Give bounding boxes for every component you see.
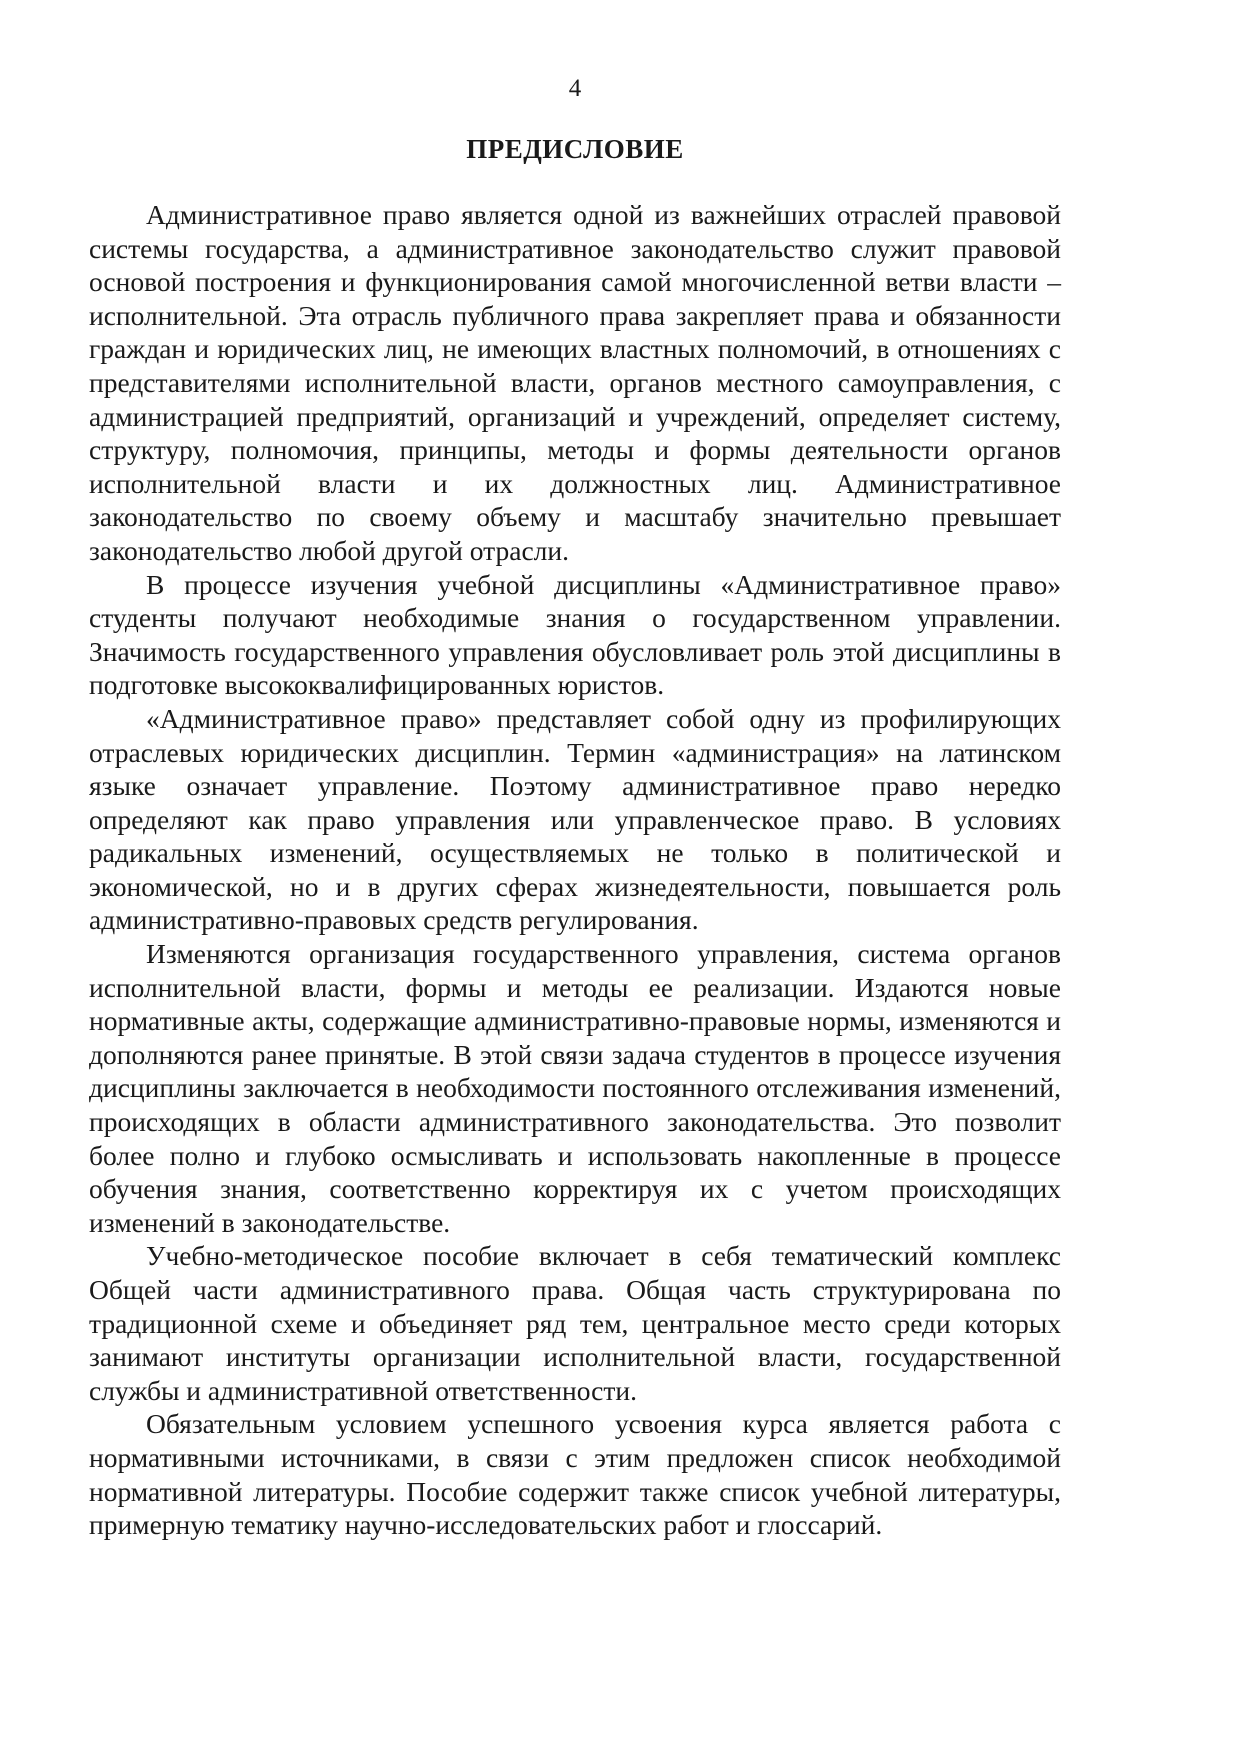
paragraph-3: «Административное право» представляет собой одну из профилирующих отраслевых юридических дисциплин. Термин «администрация» на латинском языке означает управление. Поэтому административное право нередко определяют как право управления или управленческое право. В условиях радикальных изменений, осуществляемых не только в политической и экономической, но и в других сферах жизнедеятельности, повышается роль административно-правовых средств регулирования. [89,702,1061,936]
paragraph-4: Изменяются организация государственного управления, система органов исполнительной власти, формы и методы ее реализации. Издаются новые нормативные акты, содержащие административно-правовые нормы, изменяются и дополняются ранее принятые. В этой связи задача студентов в процессе изучения дисциплины заключается в необходимости постоянного отслеживания изменений, происходящих в области административного законодательства. Это позволит более полно и глубоко осмысливать и использовать накопленные в процессе обучения знания, соответственно корректируя их с учетом происходящих изменений в законодательстве. [89,938,1061,1238]
page-title: ПРЕДИСЛОВИЕ [466,134,684,164]
paragraph-5: Учебно-методическое пособие включает в себя тематический комплекс Общей части административного права. Общая часть структурирована по традиционной схеме и объединяет ряд тем, центральное место среди которых занимают институты организации исполнительной власти, государственной службы и административной ответственности. [89,1240,1061,1406]
page-number: 4 [568,75,582,102]
document-body [89,198,1061,1542]
paragraph-1: Административное право является одной из важнейших отраслей правовой системы государства, а административное законодательство служит правовой основой построения и функционирования самой многочисленной ветви власти – исполнительной. Эта отрасль публичного права закрепляет права и обязанности граждан и юридических лиц, не имеющих властных полномочий, в отношениях с представителями исполнительной власти, органов местного самоуправления, с администрацией предприятий, организаций и учреждений, определяет систему, структуру, полномочия, принципы, методы и формы деятельности органов исполнительной власти и их должностных лиц. Административное законодательство по своему объему и масштабу значительно превышает законодательство любой другой отрасли. [89,199,1061,566]
paragraph-6: Обязательным условием успешного усвоения курса является работа с нормативными источниками, в связи с этим предложен список необходимой нормативной литературы. Пособие содержит также список учебной литературы, примерную тематику научно-исследовательских работ и глоссарий. [89,1408,1061,1541]
paragraph-2: В процессе изучения учебной дисциплины «Административное право» студенты получают необходимые знания о государственном управлении. Значимость государственного управления обусловливает роль этой дисциплины в подготовке высококвалифицированных юристов. [89,568,1061,701]
